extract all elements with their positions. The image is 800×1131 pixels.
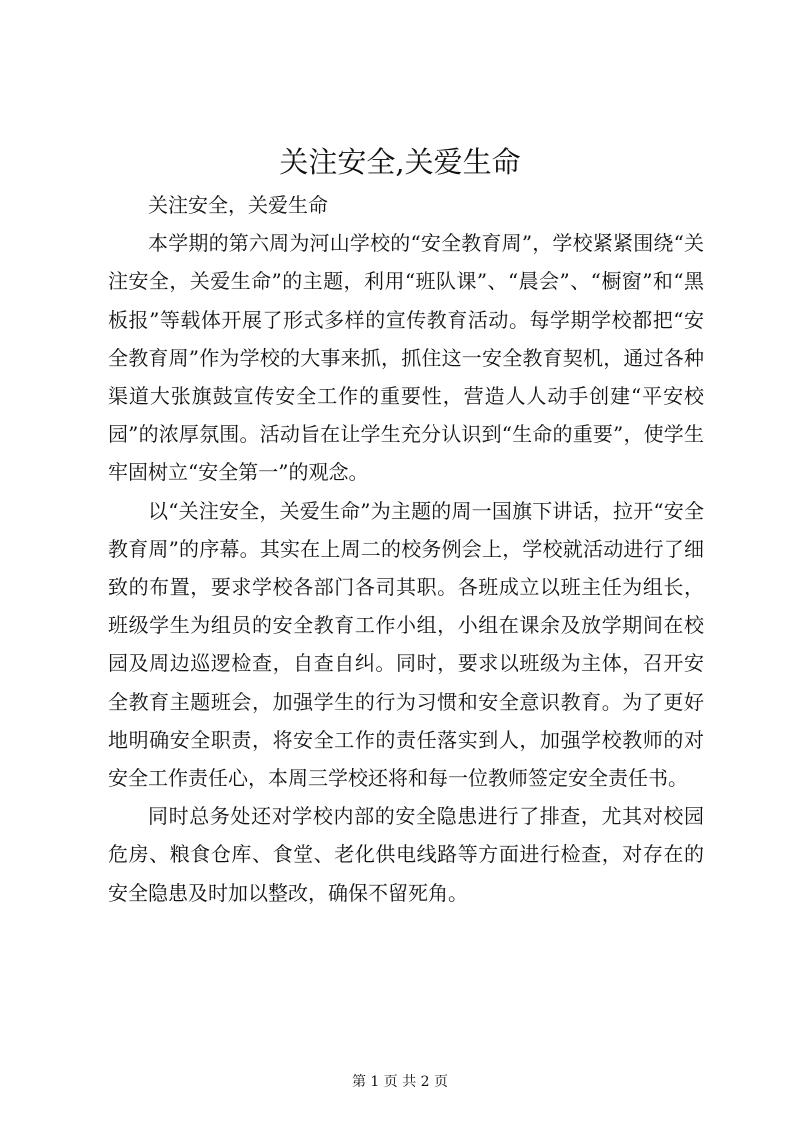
document-title: 关注安全,关爱生命 (279, 145, 521, 179)
page-footer: 第 1 页 共 2 页 (351, 1074, 449, 1090)
paragraph: 同时总务处还对学校内部的安全隐患进行了排查，尤其对校园危房、粮食仓库、食堂、老化供电线路等方面进行检查，对存在的安全隐患及时加以整改，确保不留死角。 (108, 804, 704, 905)
paragraph-subtitle: 关注安全，关爱生命 (148, 193, 328, 217)
paragraph: 以“关注安全，关爱生命”为主题的周一国旗下讲话，拉开“安全教育周”的序幕。其实在上周二的校务例会上，学校就活动进行了细致的布置，要求学校各部门各司其职。各班成立以班主任为组长，班级学生为组员的安全教育工作小组，小组在课余及放学期间在校园及周边巡逻检查，自查自纠。同时，要求以班级为主体，召开安全教育主题班会，加强学生的行为习惯和安全意识教育。为了更好地明确安全职责，将安全工作的责任落实到人，加强学校教师的对安全工作责任心，本周三学校还将和每一位教师签定安全责任书。 (108, 498, 704, 791)
paragraph: 本学期的第六周为河山学校的“安全教育周”，学校紧紧围绕“关注安全，关爱生命”的主题，利用“班队课”、“晨会”、“橱窗”和“黑板报”等载体开展了形式多样的宣传教育活动。每学期学校都把“安全教育周”作为学校的大事来抓，抓住这一安全教育契机，通过各种渠道大张旗鼓宣传安全工作的重要性，营造人人动手创建“平安校园”的浓厚氛围。活动旨在让学生充分认识到“生命的重要”，使学生牢固树立“安全第一”的观念。 (108, 231, 704, 485)
document-body (108, 186, 704, 912)
